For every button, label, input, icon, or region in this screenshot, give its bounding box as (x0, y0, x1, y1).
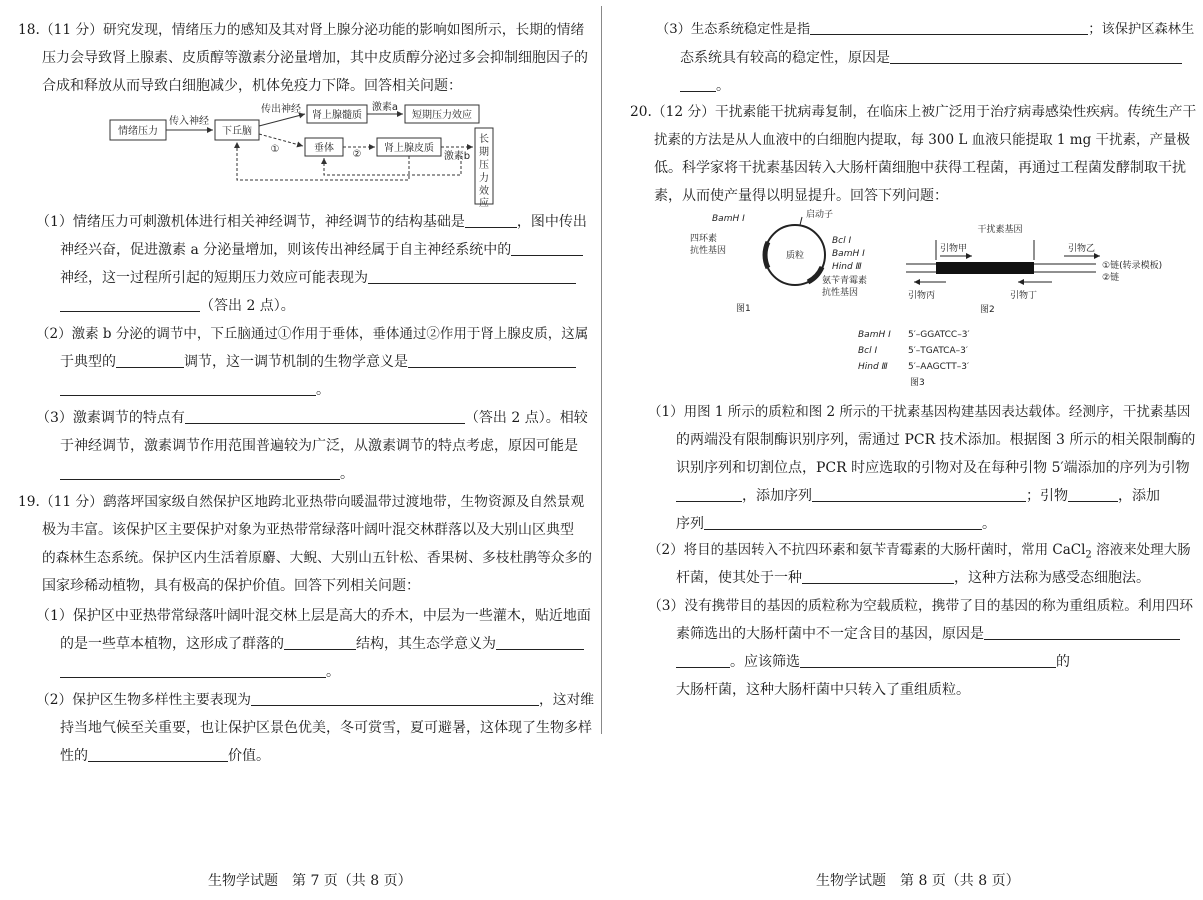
pituitary-label: 垂体 (314, 143, 334, 154)
interferon-gene-label: 干扰素基因 (977, 225, 1023, 235)
q20-line-2: 扰素的方法是从人血液中的白细胞内提取，每 300 L 血液只能提取 1 mg 干扰素，产量极 (654, 132, 1191, 148)
q19-1-line-b: 的是一些草本植物，这形成了群落的 结构，其生态学意义为 (60, 634, 584, 654)
answer-blank[interactable] (496, 635, 584, 650)
q19-line-4: 国家珍稀动植物，具有极高的保护价值。回答下列相关问题： (42, 578, 420, 594)
fig3-enzyme-3: Hind Ⅲ (858, 362, 888, 372)
long-term-char-3: 压 (479, 160, 489, 171)
promoter-mark (800, 217, 802, 225)
q18-line-1: 18.（11 分）研究发现，情绪压力的感知及其对肾上腺分泌功能的影响如图所示，长期的情绪 (18, 22, 585, 38)
q18-2-line-c: 。 (60, 380, 330, 400)
long-term-char-6: 应 (479, 198, 489, 208)
q20-2-line-b: 杆菌，使其处于一种 ，这种方法称为感受态细胞法。 (676, 570, 1150, 586)
bcl1-site-label: Bcl Ⅰ (832, 236, 852, 246)
long-term-char-2: 期 (479, 147, 489, 158)
q19-2-line-b: 持当地气候至关重要，也让保护区景色优美，冬可赏雪，夏可避暑，这体现了生物多样 (60, 720, 592, 736)
q20-3-line-a: （3）没有携带目的基因的质粒称为空载质粒，携带了目的基因的称为重组质粒。利用四环 (648, 598, 1194, 614)
q19-1-line-c: 。 (60, 662, 340, 682)
short-term-label: 短期压力效应 (412, 110, 472, 121)
answer-blank[interactable] (465, 213, 517, 228)
answer-blank[interactable] (88, 747, 228, 762)
tet-label: 四环素 (690, 234, 718, 244)
q19-line-1: 19.（11 分）鹞落坪国家级自然保护区地跨北亚热带向暖温带过渡地带，生物资源及自然景观 (18, 494, 585, 510)
answer-blank[interactable] (800, 653, 1056, 668)
q18-3-line-a: （3）激素调节的特点有 （答出 2 点）。相较 (36, 410, 588, 426)
q18-line-3: 合成和释放从而导致白细胞减少，机体免疫力下降。回答相关问题： (42, 78, 462, 94)
q20-3-line-b: 素筛选出的大肠杆菌中不一定含目的基因，原因是 (676, 624, 1180, 644)
hormone-b-label: 激素b (443, 151, 471, 162)
amp-gene-segment (808, 267, 822, 282)
answer-blank[interactable] (676, 653, 730, 668)
tet-label-2: 抗性基因 (690, 246, 727, 256)
fig3-enzyme-1: BamH Ⅰ (858, 330, 891, 340)
long-term-char-5: 效 (479, 186, 489, 197)
answer-blank[interactable] (284, 635, 356, 650)
answer-blank[interactable] (704, 515, 982, 530)
primer-d-label: 引物丁 (1010, 291, 1038, 301)
q18-2-line-b: 于典型的 调节，这一调节机制的生物学意义是 (60, 352, 576, 372)
fig3-seq-1: 5′–GGATCC–3′ (908, 330, 970, 340)
answer-blank[interactable] (60, 381, 316, 396)
q20-1-line-d: ，添加序列 ；引物 ，添加 (676, 486, 1160, 506)
q20-2-line-a: （2）将目的基因转入不抗四环素和氨苄青霉素的大肠杆菌时，常用 CaCl$_2$ 溶液来处理大肠 (648, 542, 1191, 561)
efferent-label: 传出神经 (261, 104, 301, 115)
adrenal-medulla-label: 肾上腺髓质 (312, 110, 362, 121)
q18-1-line-c: 神经，这一过程所引起的短期压力效应可能表现为 (60, 268, 576, 288)
q19-2-line-a: （2）保护区生物多样性主要表现为 ，这对维 (36, 692, 595, 708)
amp-label-2: 抗性基因 (822, 288, 859, 298)
answer-blank[interactable] (511, 241, 583, 256)
fig3-seq-2: 5′–TGATCA–3′ (908, 346, 968, 356)
fig3-caption: 图3 (910, 378, 925, 388)
q19-3-line-a: （3）生态系统稳定性是指 ；该保护区森林生 (656, 22, 1195, 37)
q18-1-line-a: （1）情绪压力可刺激机体进行相关神经调节，神经调节的结构基础是 ，图中传出 (36, 214, 587, 230)
afferent-label: 传入神经 (169, 116, 209, 127)
q20-1-line-b: 的两端没有限制酶识别序列，需通过 PCR 技术添加。根据图 3 所示的相关限制酶的 (676, 432, 1196, 448)
q20-line-3: 低。科学家将干扰素基因转入大肠杆菌细胞中获得工程菌，再通过工程菌发酵制取干扰 (654, 160, 1186, 176)
answer-blank[interactable] (408, 353, 576, 368)
answer-blank[interactable] (1068, 487, 1118, 502)
bamh1-site-label-2: BamH Ⅰ (832, 249, 865, 259)
answer-blank[interactable] (60, 297, 200, 312)
q18-3-line-b: 于神经调节，激素调节作用范围普遍较为广泛，从激素调节的特点考虑，原因可能是 (60, 438, 578, 454)
long-term-char-1: 长 (479, 134, 489, 145)
answer-blank[interactable] (890, 49, 1182, 64)
hormone-a-label: 激素a (371, 102, 399, 113)
q20-line-4: 素，从而使产量得以明显提升。回答下列问题： (654, 188, 948, 204)
q20-1-line-a: （1）用图 1 所示的质粒和图 2 所示的干扰素基因构建基因表达载体。经测序，干扰素基因 (648, 404, 1191, 420)
q19-3-line-c: 。 (680, 76, 730, 96)
emotion-stress-label: 情绪压力 (118, 126, 158, 137)
answer-blank[interactable] (368, 269, 576, 284)
answer-blank[interactable] (680, 77, 716, 92)
primer-b-label: 引物乙 (1068, 244, 1096, 254)
fig3-enzyme-2: Bcl Ⅰ (858, 346, 878, 356)
answer-blank[interactable] (984, 625, 1180, 640)
answer-blank[interactable] (60, 465, 340, 480)
q18-line-2: 压力会导致肾上腺素、皮质醇等激素分泌量增加，其中皮质醇分泌过多会抑制细胞因子的 (42, 50, 588, 66)
q18-3-line-c: 。 (60, 464, 354, 484)
primer-a-label: 引物甲 (940, 244, 968, 254)
answer-blank[interactable] (116, 353, 184, 368)
tet-gene-segment (765, 242, 768, 268)
hormone-regulation-diagram (105, 100, 505, 208)
efferent-arrow (259, 114, 305, 126)
q18-1-line-b: 神经兴奋，促进激素 a 分泌量增加，则该传出神经属于自主神经系统中的 (60, 240, 583, 260)
feedback-pituitary (324, 156, 461, 175)
fig3-seq-3: 5′–AAGCTT–3′ (908, 362, 970, 372)
gene-figure (906, 220, 1196, 316)
chain-1-label: ①链(转录模板) (1102, 261, 1163, 271)
primer-c-label: 引物丙 (908, 291, 936, 301)
answer-blank[interactable] (676, 487, 742, 502)
q20-1-line-e: 序列 。 (676, 516, 996, 532)
hypothalamus-label: 下丘脑 (222, 126, 252, 137)
recognition-sequence-figure (858, 325, 998, 389)
fig1-caption: 图1 (736, 304, 751, 314)
step2-label: ② (352, 149, 362, 160)
long-term-char-4: 力 (479, 173, 489, 184)
step1-label: ① (270, 144, 280, 155)
fig2-caption: 图2 (980, 305, 995, 315)
answer-blank[interactable] (251, 691, 539, 706)
promoter-label: 启动子 (806, 210, 834, 220)
q20-1-line-c: 识别序列和切割位点，PCR 时应选取的引物对及在每种引物 5′端添加的序列为引物 (676, 460, 1190, 476)
adrenal-cortex-label: 肾上腺皮质 (384, 143, 434, 154)
hind3-site-label: Hind Ⅲ (832, 262, 862, 272)
step1-arrow (259, 134, 303, 146)
answer-blank[interactable] (802, 569, 954, 584)
plasmid-figure (690, 205, 880, 317)
q19-line-3: 的森林生态系统。保护区内生活着原麝、大鲵、大别山五针松、香果树、多枝杜鹃等众多的 (42, 550, 593, 566)
interferon-gene-block (936, 262, 1034, 274)
q19-1-line-a: （1）保护区中亚热带常绿落叶阔叶混交林上层是高大的乔木，中层为一些灌木，贴近地面 (36, 608, 591, 624)
q20-3-line-c: 。应该筛选 的 (676, 652, 1070, 672)
chain-2-label: ②链 (1102, 273, 1120, 283)
q20-3-line-d: 大肠杆菌，这种大肠杆菌中只转入了重组质粒。 (676, 682, 970, 698)
q19-3-line-b: 态系统具有较高的稳定性，原因是 (680, 48, 1182, 68)
page-footer-8: 生物学试题 第 8 页（共 8 页） (816, 873, 1020, 889)
q20-line-1: 20.（12 分）干扰素能干扰病毒复制，在临床上被广泛用于治疗病毒感染性疾病。传统生产干 (630, 104, 1197, 120)
answer-blank[interactable] (60, 663, 326, 678)
page-footer-7: 生物学试题 第 7 页（共 8 页） (208, 873, 412, 889)
column-divider (601, 6, 602, 734)
plasmid-label: 质粒 (785, 251, 805, 261)
q18-1-line-d: （答出 2 点）。 (60, 296, 295, 316)
q19-line-2: 极为丰富。该保护区主要保护对象为亚热带常绿落叶阔叶混交林群落以及大别山区典型 (42, 522, 574, 538)
amp-label: 氨苄青霉素 (822, 276, 868, 286)
q19-2-line-c: 性的 价值。 (60, 748, 270, 764)
bamh1-site-label: BamH Ⅰ (712, 214, 745, 224)
answer-blank[interactable] (810, 20, 1088, 35)
q18-2-line-a: （2）激素 b 分泌的调节中，下丘脑通过①作用于垂体，垂体通过②作用于肾上腺皮质，这属 (36, 326, 589, 342)
answer-blank[interactable] (185, 409, 465, 424)
answer-blank[interactable] (812, 487, 1026, 502)
